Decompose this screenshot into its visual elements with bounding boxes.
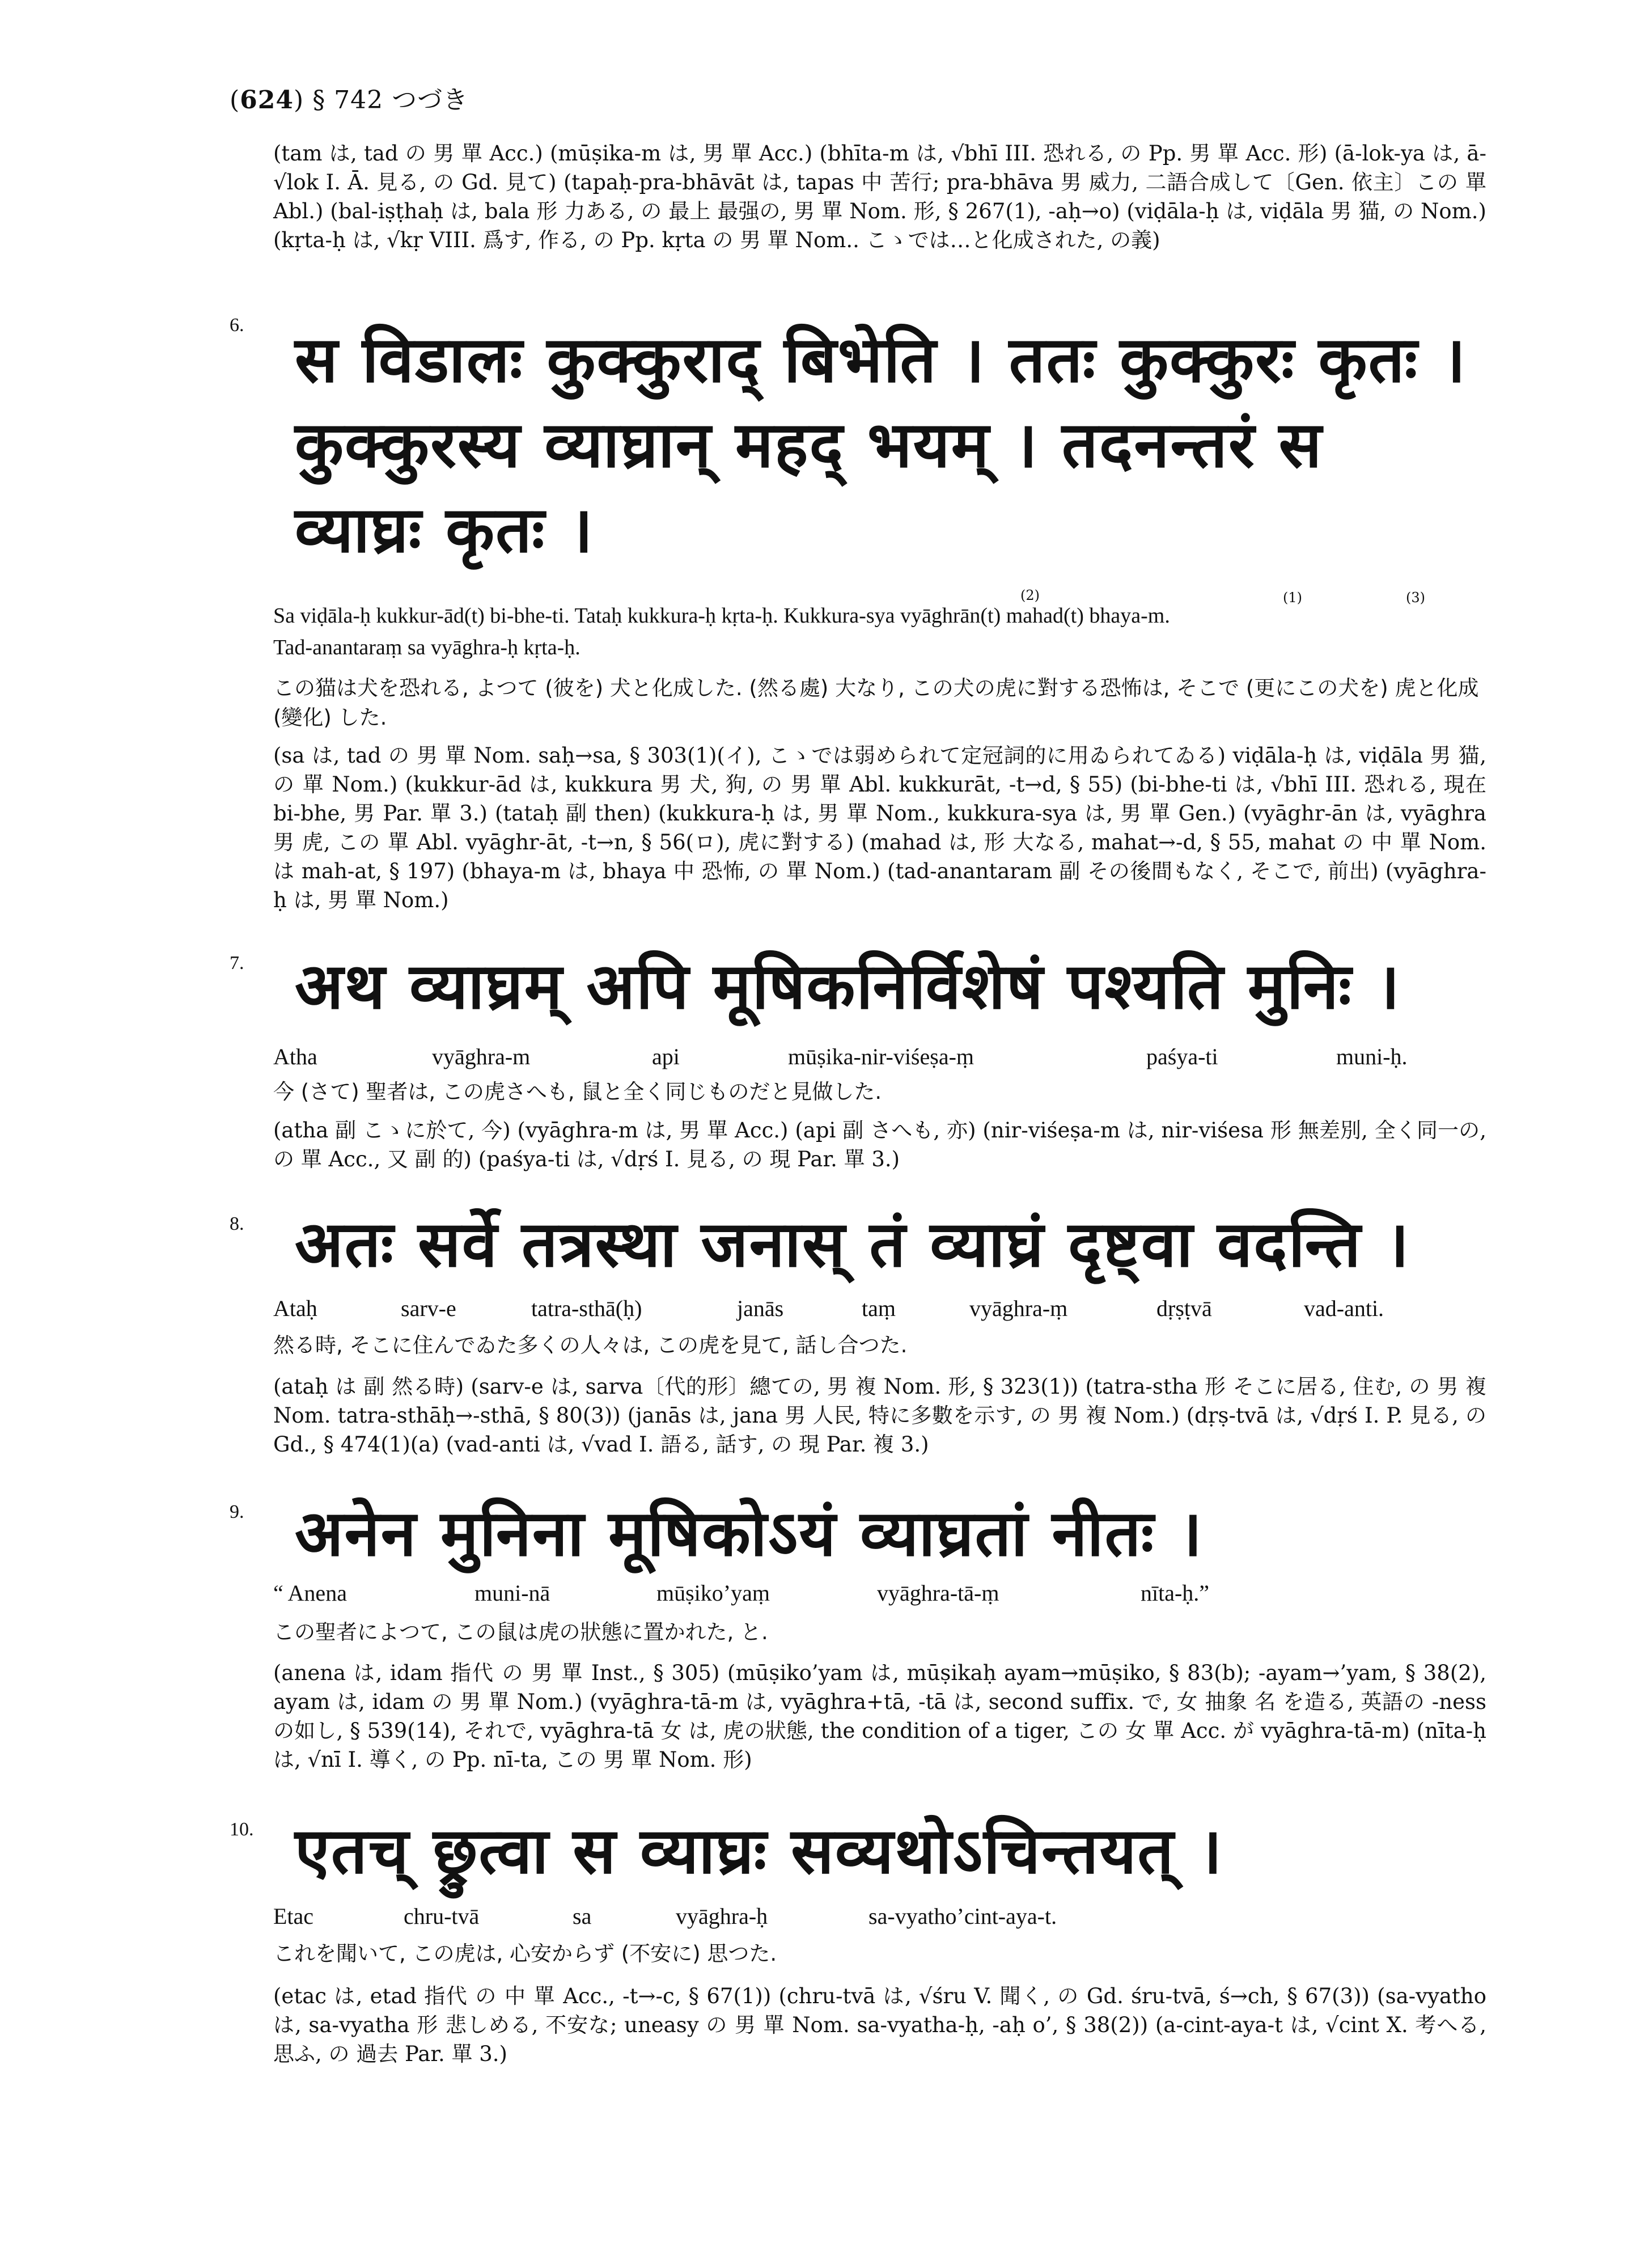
translit-9-word-5: nīta-ḥ.” (1141, 1580, 1210, 1606)
translation-9: この聖者によつて, この鼠は虎の狀態に置かれた, と. (273, 1620, 768, 1644)
translit-7-word-6: muni-ḥ. (1336, 1044, 1408, 1069)
translit-8-word-1: Ataḥ (273, 1296, 317, 1321)
translit-10-word-3: sa (573, 1903, 592, 1929)
translit-10-word-5: sa-vyatho’cint-aya-t. (868, 1903, 1057, 1929)
sanskrit-6-line-2: कुक्कुरस्य व्याघ्रान् महद् भयम् । तदनन्तरं स (295, 408, 1323, 482)
sanskrit-8: अतः सर्वे तत्रस्था जनास् तं व्याघ्रं दृष्ट्वा वदन्ति । (295, 1208, 1410, 1281)
sanskrit-6 (295, 318, 1514, 573)
translit-9-word-1: “ Anena (273, 1580, 347, 1606)
sentence-number-7: 7. (230, 953, 244, 974)
superscript-2: (2) (1020, 587, 1040, 603)
translit-10-word-2: chru-tvā (404, 1903, 480, 1929)
sentence-number-8: 8. (230, 1213, 244, 1234)
translation-8: 然る時, そこに住んでゐた多くの人々は, この虎を見て, 話し合つた. (273, 1333, 908, 1357)
superscript-1: (1) (1283, 590, 1302, 606)
translit-7-word-5: paśya-ti (1146, 1044, 1218, 1069)
translit-10-word-4: vyāghra-ḥ (676, 1903, 768, 1929)
notes-top: (tam は, tad の 男 單 Acc.) (mūṣika-m は, 男 單 Acc.) (bhīta-m は, √bhī III. 恐れる, の Pp. 男 單 Acc. 形) (ā-lok-ya は, ā-√lok I. Ā. 見る, の Gd. 見て) (tapaḥ-pra-bhāvāt は, tapas 中 苦行; pra-bhāva 男 威力, 二語合成して〔Gen. 依主〕この 單 Abl.) (bal-iṣṭhaḥ は, bala 形 力ある, の 最上 最强の, 男 單 Nom. 形, § 267(1), -aḥ→o) (viḍāla-ḥ は, viḍāla 男 猫, の Nom.) (kṛta-ḥ は, √kṛ VIII. 爲す, 作る, の Pp. kṛta の 男 單 Nom.. こゝでは…と化成された, の義) (273, 141, 1486, 252)
sentence-number-9: 9. (230, 1501, 244, 1522)
translit-9-word-3: mūṣiko’yaṃ (656, 1580, 770, 1606)
translation-7: 今 (さて) 聖者は, この虎さへも, 鼠と全く同じものだと見做した. (273, 1080, 882, 1104)
translit-6-line-1: Sa viḍāla-ḥ kukkur-ād(t) bi-bhe-ti. Tataḥ kukkura-ḥ kṛta-ḥ. Kukkura-sya vyāghrān(t) mahad(t) bhaya-m. (273, 604, 1170, 628)
transliteration-6 (273, 600, 1486, 663)
page-header: (624) § 742 つづき (230, 86, 469, 115)
sentence-number-6: 6. (230, 315, 244, 336)
notes-10: (etac は, etad 指代 の 中 單 Acc., -t→-c, § 67(1)) (chru-tvā は, √śru V. 聞く, の Gd. śru-tvā, ś→ch, § 67(3)) (sa-vyatho は, sa-vyatha 形 悲しめる, 不安な; uneasy の 男 單 Nom. sa-vyatha-ḥ, -aḥ o’, § 38(2)) (a-cint-aya-t は, √cint X. 考へる, 思ふ, の 過去 Par. 單 3.) (273, 1984, 1486, 2066)
translit-9-word-2: muni-nā (474, 1580, 550, 1606)
translit-9-word-4: vyāghra-tā-ṃ (877, 1580, 999, 1606)
notes-9: (anena は, idam 指代 の 男 單 Inst., § 305) (mūṣiko’yam は, mūṣikaḥ ayam→mūṣiko, § 83(b); -ayam→’yam, § 38(2), ayam は, idam の 男 單 Nom.) (vyāghra-tā-m は, vyāghra+tā, -tā は, second suffix. で, 女 抽象 名 を造る, 英語の -ness の如し, § 539(14), それで, vyāghra-tā 女 は, 虎の狀態, the condition of a tiger, この 女 單 Acc. が vyāghra-tā-m) (nīta-ḥ は, √nī I. 導く, の Pp. nī-ta, この 男 單 Nom. 形) (273, 1661, 1486, 1772)
translit-8-word-6: vyāghra-ṃ (969, 1296, 1068, 1321)
notes-7: (atha 副 こゝに於て, 今) (vyāghra-m は, 男 單 Acc.) (api 副 さへも, 亦) (nir-viśeṣa-m は, nir-viśesa 形 無差別, 全く同一の, の 單 Acc., 又 副 的) (paśya-ti は, √dṛś I. 見る, の 現 Par. 單 3.) (273, 1118, 1486, 1171)
translit-8-word-4: janās (737, 1296, 784, 1321)
sanskrit-6-line-1: स विडालः कुक्कुराद् बिभेति । ततः कुक्कुरः कृतः । (295, 323, 1467, 397)
notes-6: (sa は, tad の 男 單 Nom. saḥ→sa, § 303(1)(イ), こゝでは弱められて定冠詞的に用ゐられてゐる) viḍāla-ḥ は, viḍāla 男 猫, の 單 Nom.) (kukkur-ād は, kukkura 男 犬, 狗, の 男 單 Abl. kukkurāt, -t→d, § 55) (bi-bhe-ti は, √bhī III. 恐れる, 現在 bi-bhe, 男 Par. 單 3.) (tataḥ 副 then) (kukkura-ḥ は, 男 單 Nom., kukkura-sya は, 男 單 Gen.) (vyāghr-ān は, vyāghra 男 虎, この 單 Abl. vyāghr-āt, -t→n, § 56(ロ), 虎に對する) (mahad は, 形 大なる, mahat→-d, § 55, mahat の 中 單 Nom. は mah-at, § 197) (bhaya-m は, bhaya 中 恐怖, の 單 Nom.) (tad-anantaram 副 その後間もなく, そこで, 前出) (vyāghra-ḥ は, 男 單 Nom.) (273, 743, 1486, 912)
sanskrit-7: अथ व्याघ्रम् अपि मूषिकनिर्विशेषं पश्यति मुनिः । (295, 950, 1401, 1023)
translit-6-line-2: Tad-anantaraṃ sa vyāghra-ḥ kṛta-ḥ. (273, 636, 581, 659)
translit-7-word-4: mūṣika-nir-viśeṣa-ṃ (788, 1044, 974, 1069)
page-number: 624 (240, 86, 294, 115)
translation-6: この猫は犬を恐れる, よつて (彼を) 犬と化成した. (然る處) 大なり, この犬の虎に對する恐怖は, そこで (更にこの犬を) 虎と化成 (變化) した. (273, 676, 1479, 730)
sanskrit-9: अनेन मुनिना मूषिकोऽयं व्याघ्रतां नीतः । (295, 1497, 1204, 1571)
superscript-3: (3) (1406, 590, 1425, 606)
sanskrit-10: एतच् छ्रुत्वा स व्याघ्रः सव्यथोऽचिन्तयत् । (295, 1814, 1223, 1888)
translit-8-word-3: tatra-sthā(ḥ) (531, 1296, 642, 1321)
section-ref: § 742 つづき (312, 86, 469, 115)
translit-10-word-1: Etac (273, 1903, 314, 1929)
translit-8-word-2: sarv-e (401, 1296, 456, 1321)
translit-7-word-2: vyāghra-m (432, 1044, 531, 1069)
sanskrit-6-line-3: व्याघ्रः कृतः । (295, 493, 595, 567)
translation-10: これを聞いて, この虎は, 心安からず (不安に) 思つた. (273, 1941, 777, 1966)
translit-8-word-5: taṃ (862, 1296, 896, 1321)
translit-8-word-8: vad-anti. (1304, 1296, 1384, 1321)
translit-7-word-1: Atha (273, 1044, 317, 1069)
translit-7-word-3: api (652, 1044, 680, 1069)
notes-8: (ataḥ は 副 然る時) (sarv-e は, sarva〔代的形〕總ての, 男 複 Nom. 形, § 323(1)) (tatra-stha 形 そこに居る, 住む, の 男 複 Nom. tatra-sthāḥ→-sthā, § 80(3)) (janās は, jana 男 人民, 特に多數を示す, の 男 複 Nom.) (dṛṣ-tvā は, √dṛś I. P. 見る, の Gd., § 474(1)(a) (vad-anti は, √vad I. 語る, 話す, の 現 Par. 複 3.) (273, 1374, 1486, 1457)
translit-8-word-7: dṛṣṭvā (1156, 1296, 1212, 1321)
sentence-number-10: 10. (230, 1819, 254, 1840)
